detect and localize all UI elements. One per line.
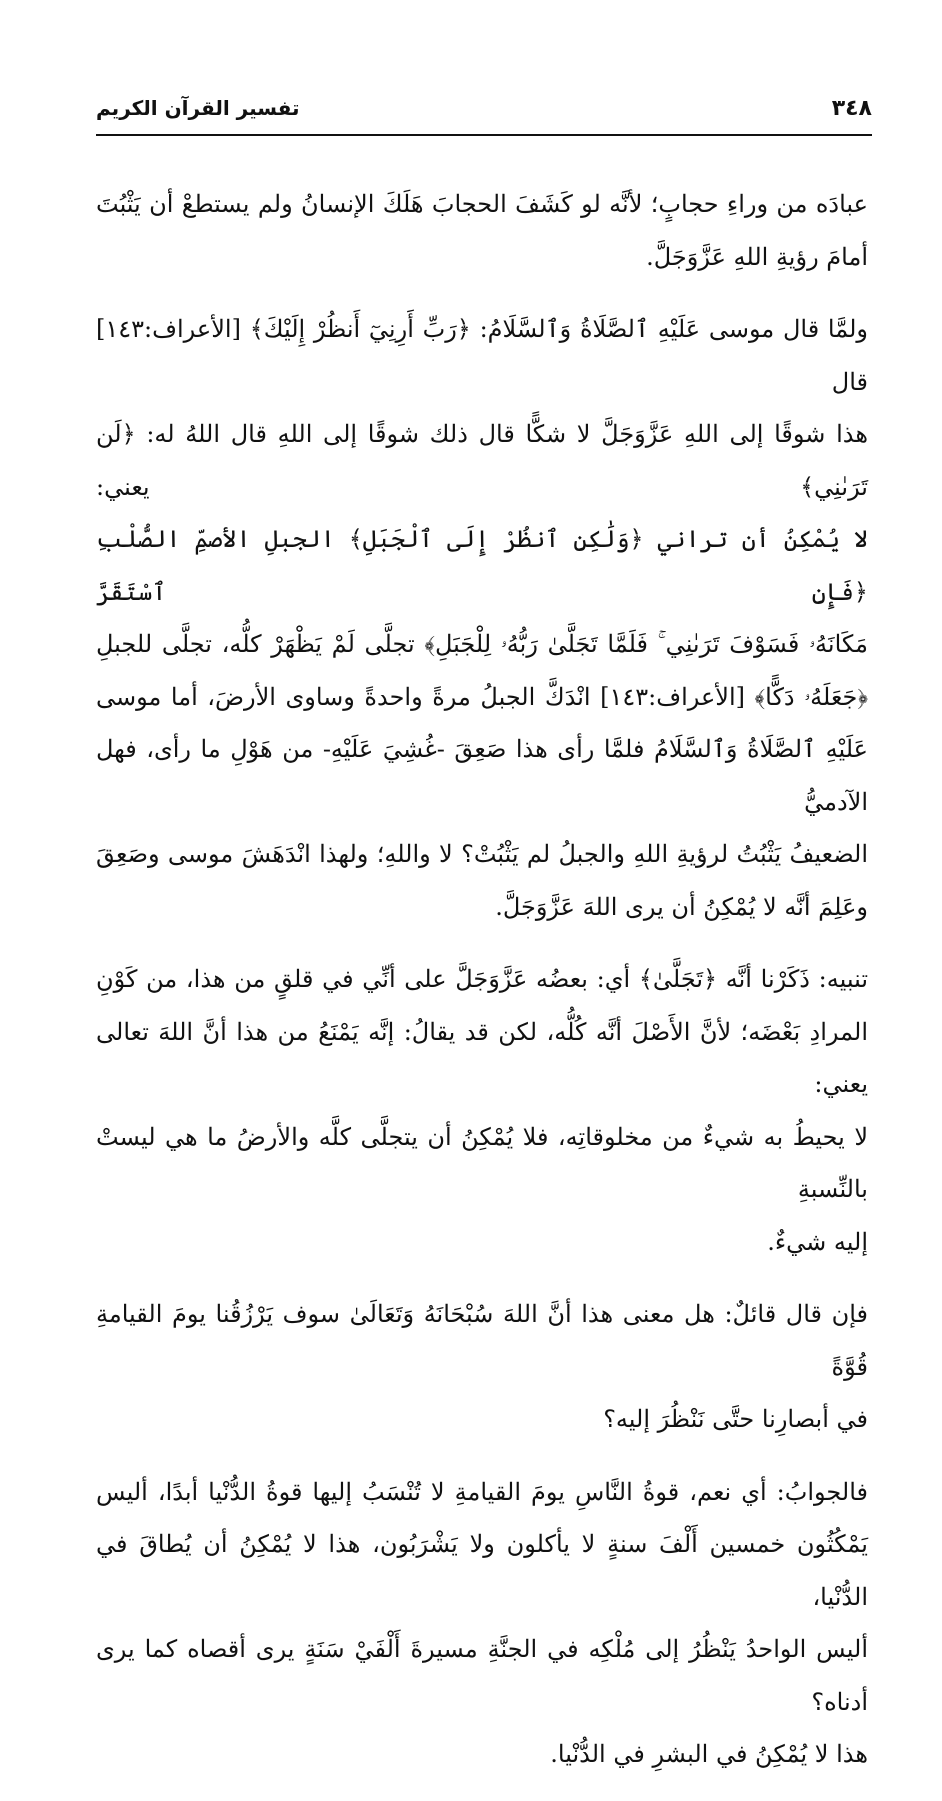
text-line: هذا لا يُمْكِنُ في البشرِ في الدُّنْيا.	[550, 1740, 868, 1768]
text-line: فالجوابُ: أي نعم، قوةُ النَّاسِ يومَ القيامةِ لا تُنْسَبُ إليها قوةُ الدُّنْيا أبدًا، أليس	[96, 1477, 868, 1506]
running-title: تفسير القرآن الكريم	[96, 96, 300, 120]
text-line: وعَلِمَ أنَّه لا يُمْكِنُ أن يرى اللهَ عَزَّوَجَلَّ.	[495, 892, 868, 921]
text-line: تنبيه: ذَكَرْنا أنَّه ﴿تَجَلَّىٰ﴾ أي: بعضُه عَزَّوَجَلَّ على أنِّي في قلقٍ من هذا، من كَوْنِ	[96, 965, 868, 993]
text-line: المرادِ بَعْضَه؛ لأنَّ الأَصْلَ أنَّه كُلُّه، لكن قد يقالُ: إنَّه يَمْنَعُ من هذا أنَّ اللهَ تعالى يعني:	[96, 1017, 868, 1098]
page-number: ٣٤٨	[831, 96, 872, 121]
text-line: لا يحيطُ به شيءٌ من مخلوقاتِه، فلا يُمْكِنُ أن يتجلَّى كلَّه والأرضُ ما هي ليستْ بالنِّسبةِ	[96, 1122, 869, 1203]
text-line: مَكَانَهُۥ فَسَوْفَ تَرَىٰنِي ۚ فَلَمَّا تَجَلَّىٰ رَبُّهُۥ لِلْجَبَلِ﴾ تجلَّى لَمْ يَظْهَرْ كلُّه، تجلَّى للجبلِ	[96, 630, 868, 658]
text-line: فإن قال قائلٌ: هل معنى هذا أنَّ اللهَ سُبْحَانَهُ وَتَعَالَىٰ سوف يَرْزُقُنا يومَ القيامةِ قُوَّةً	[96, 1300, 868, 1381]
text-line: هذا شوقًا إلى اللهِ عَزَّوَجَلَّ لا شكًّا قال ذلك شوقًا إلى اللهِ قال اللهُ له: ﴿لَن تَرَىٰنِي﴾ يعني:	[96, 420, 868, 501]
page-body	[96, 178, 868, 1801]
paragraph-4	[96, 1288, 868, 1446]
text-line: الضعيفُ يَثْبُتُ لرؤيةِ اللهِ والجبلُ لم يَثْبُتْ؟ لا واللهِ؛ ولهذا انْدَهَشَ موسى وصَعِقَ	[96, 840, 868, 868]
text-line: يَمْكُثُون خمسين أَلْفَ سنةٍ لا يأكلون ولا يَشْرَبُون، هذا لا يُمْكِنُ أن يُطاقَ في الدُّنْيا،	[96, 1530, 868, 1611]
header-divider	[96, 134, 872, 136]
text-line: أليس الواحدُ يَنْظُرُ إلى مُلْكِه في الجنَّةِ مسيرةَ أَلْفَيْ سَنَةٍ يرى أقصاه كما يرى أدناه؟	[96, 1635, 869, 1716]
paragraph-1	[96, 178, 868, 283]
text-line: في أبصارِنا حتَّى نَنْظُرَ إليه؟	[603, 1405, 868, 1433]
text-line: أمامَ رؤيةِ اللهِ عَزَّوَجَلَّ.	[646, 242, 868, 271]
text-line: لا يُمْكِنُ أن تراني ﴿وَلَٰكِنِ ٱنظُرْ إِلَى ٱلْجَبَلِ﴾ الجبلِ الأصمِّ الصُّلْبِ ﴿فَإِنِ ٱسْتَقَرَّ	[96, 525, 868, 606]
text-line: عبادَه من وراءِ حجابٍ؛ لأنَّه لو كَشَفَ الحجابَ هَلَكَ الإنسانُ ولم يستطعْ أن يَثْبُتَ	[96, 190, 868, 218]
text-line: إليه شيءٌ.	[767, 1227, 868, 1256]
text-line: ولمَّا قال موسى عَلَيْهِ ٱلصَّلَاةُ وَٱلسَّلَامُ: ﴿رَبِّ أَرِنِيٓ أَنظُرْ إِلَيْكَ﴾ [الأعراف:١٤٣] قال	[96, 315, 868, 396]
text-line: ﴿جَعَلَهُۥ دَكًّا﴾ [الأعراف:١٤٣] انْدَكَّ الجبلُ مرةً واحدةً وساوى الأرضَ، أما موسى	[96, 682, 868, 711]
paragraph-5	[96, 1466, 868, 1781]
paragraph-3	[96, 953, 868, 1268]
page-header	[96, 96, 872, 130]
paragraph-2	[96, 303, 868, 933]
text-line: عَلَيْهِ ٱلصَّلَاةُ وَٱلسَّلَامُ فلمَّا رأى هذا صَعِقَ -غُشِيَ عَلَيْهِ- من هَوْلِ ما رأى، فهل الآدميُّ	[96, 735, 868, 816]
